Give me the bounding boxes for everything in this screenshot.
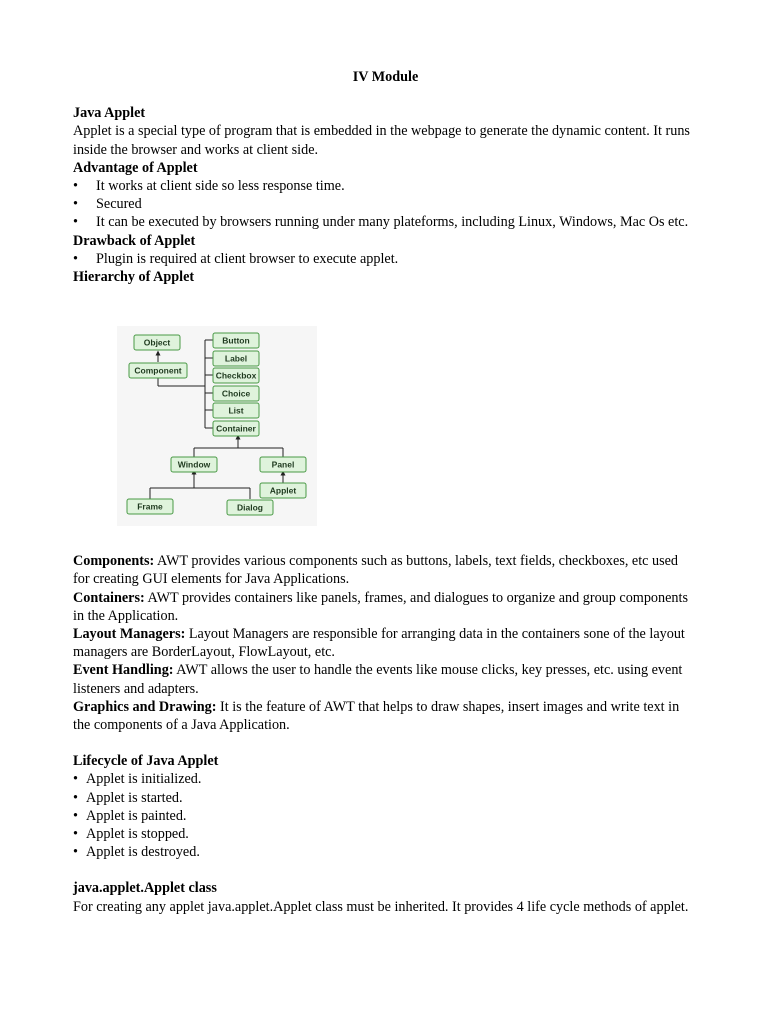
- list-item: • Applet is destroyed.: [73, 843, 698, 861]
- lifecycle-heading: Lifecycle of Java Applet: [73, 753, 219, 770]
- node-list-label: List: [228, 405, 244, 416]
- spacer: [73, 734, 698, 752]
- feature-text: AWT provides various components such as buttons, labels, text fields, checkboxes, etc used for creating GUI elements for Java Applications.: [73, 553, 679, 588]
- node-object-label: Object: [143, 337, 171, 348]
- advantage-heading: Advantage of Applet: [73, 159, 198, 176]
- document-page: [73, 68, 698, 916]
- node-panel-label: Panel: [271, 459, 295, 470]
- list-item: • Applet is started.: [73, 789, 698, 807]
- node-choice-label: Choice: [221, 388, 251, 399]
- java-applet-text: Applet is a special type of program that is embedded in the webpage to generate the dynamic content. It runs inside the browser and works at client side.: [73, 123, 690, 158]
- list-item: • Secured: [73, 195, 698, 213]
- applet-hierarchy-diagram: [117, 326, 317, 526]
- node-component-label: Component: [134, 365, 182, 376]
- node-window-label: Window: [177, 459, 211, 470]
- feature-term: Components:: [73, 553, 155, 570]
- feature-layout-managers: [73, 625, 698, 661]
- node-frame-label: Frame: [137, 501, 163, 512]
- drawback-list: [73, 250, 698, 268]
- feature-graphics: [73, 698, 698, 734]
- node-button-label: Button: [222, 335, 250, 346]
- list-item: • It can be executed by browsers running under many plateforms, including Linux, Windows, Mac Os etc.: [73, 213, 698, 231]
- node-checkbox-label: Checkbox: [215, 370, 257, 381]
- page-title: IV Module: [352, 69, 419, 85]
- node-label-label: Label: [224, 353, 248, 364]
- lifecycle-list: [73, 770, 698, 861]
- java-applet-heading: Java Applet: [73, 105, 146, 122]
- spacer: [73, 861, 698, 879]
- feature-text: Layout Managers are responsible for arranging data in the containers sone of the layout managers are BorderLayout, FlowLayout, etc.: [73, 626, 685, 661]
- feature-text: AWT provides containers like panels, frames, and dialogues to organize and group components in the Application.: [73, 589, 688, 624]
- advantage-list: [73, 177, 698, 232]
- feature-event-handling: [73, 661, 698, 697]
- node-applet-label: Applet: [269, 485, 297, 496]
- node-dialog-label: Dialog: [237, 502, 263, 513]
- list-item: • Plugin is required at client browser to execute applet.: [73, 250, 698, 268]
- feature-term: Event Handling:: [73, 662, 174, 679]
- list-item: • Applet is painted.: [73, 807, 698, 825]
- feature-components: [73, 552, 698, 588]
- hierarchy-heading: Hierarchy of Applet: [73, 269, 195, 286]
- applet-class-text: For creating any applet java.applet.Applet class must be inherited. It provides 4 life cycle methods of applet.: [73, 898, 689, 915]
- list-item: • Applet is initialized.: [73, 770, 698, 788]
- drawback-heading: Drawback of Applet: [73, 232, 196, 249]
- list-item: • Applet is stopped.: [73, 825, 698, 843]
- feature-text: It is the feature of AWT that helps to draw shapes, insert images and write text in the components of a Java Application.: [73, 698, 680, 734]
- feature-text: AWT allows the user to handle the events like mouse clicks, key presses, etc. using event listeners and adapters.: [73, 662, 683, 697]
- feature-term: Layout Managers:: [73, 626, 186, 643]
- hierarchy-svg: [117, 326, 317, 526]
- feature-term: Containers:: [73, 589, 145, 606]
- applet-class-heading: java.applet.Applet class: [73, 880, 217, 897]
- node-container-label: Container: [216, 423, 256, 434]
- feature-containers: [73, 589, 698, 625]
- feature-term: Graphics and Drawing:: [73, 698, 217, 715]
- list-item: • It works at client side so less response time.: [73, 177, 698, 195]
